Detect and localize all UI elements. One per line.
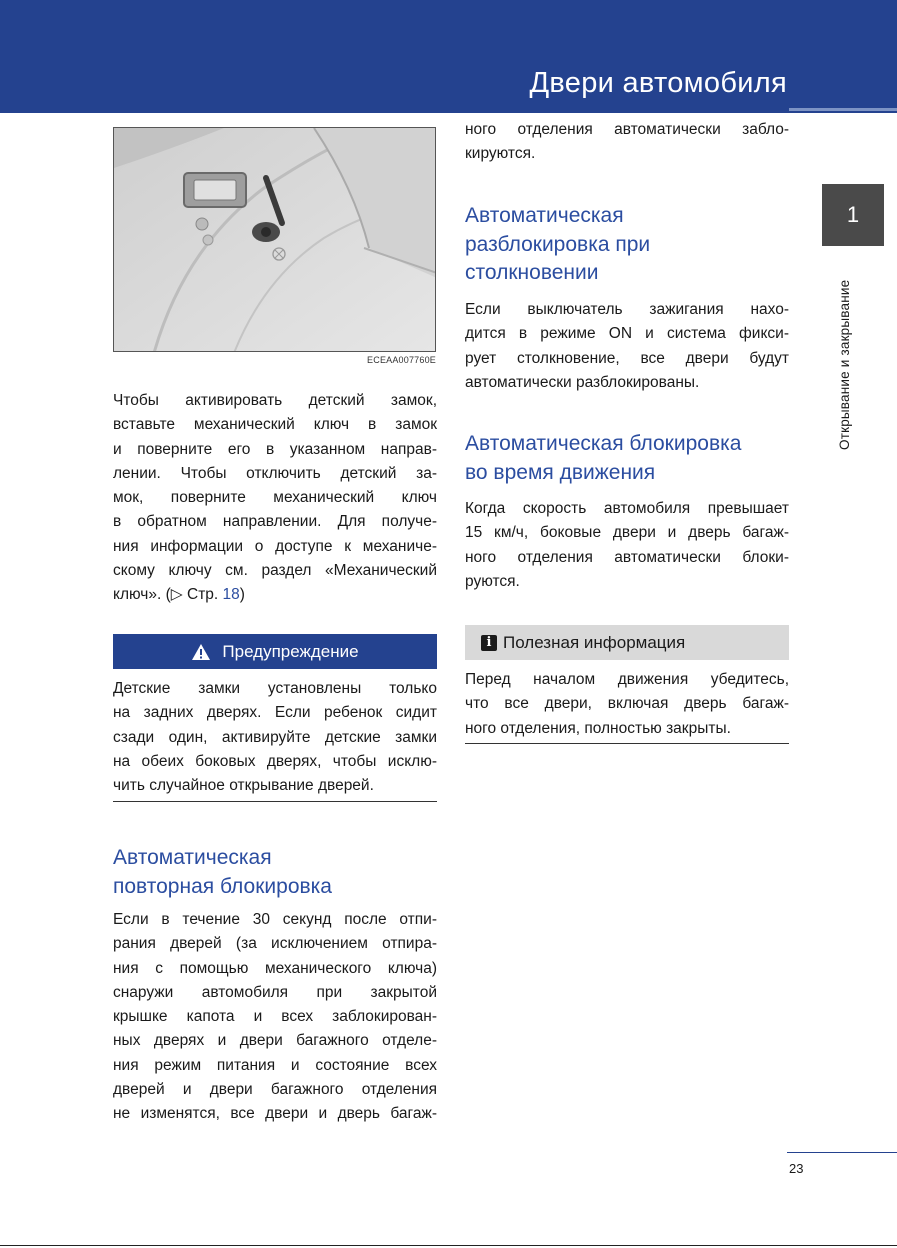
arrow-icon: ▷ xyxy=(170,586,183,604)
text-fragment: ключ». ( xyxy=(113,586,171,604)
text-fragment: ) xyxy=(239,586,245,604)
text-line: 15 км/ч, боковые двери и дверь багаж- xyxy=(465,524,789,542)
heading-line: во время движения xyxy=(465,460,656,484)
relock-heading xyxy=(113,844,332,901)
text-line: рания дверей (за исключением отпира- xyxy=(113,935,437,953)
warning-end-rule xyxy=(113,801,437,802)
text-line: что все двери, включая дверь багаж- xyxy=(465,695,789,713)
crash-unlock-heading xyxy=(465,202,650,288)
heading-line: Автоматическая xyxy=(113,846,272,869)
text-line: и поверните его в указанном направ- xyxy=(113,440,437,458)
text-line: сзади один, активируйте детские замки xyxy=(113,728,437,746)
footer-line xyxy=(787,1152,897,1153)
drive-lock-heading xyxy=(465,430,741,487)
warning-header xyxy=(113,634,437,669)
text-line: на задних дверях. Если ребенок сидит xyxy=(113,704,437,722)
chapter-tab[interactable]: 1 xyxy=(822,184,884,246)
text-line: дверей и двери багажного отделения xyxy=(113,1081,437,1099)
text-fragment: Стр. xyxy=(182,586,223,604)
info-text xyxy=(465,668,789,741)
text-line: в обратном направлении. Для получе- xyxy=(113,513,437,531)
text-line: не изменятся, все двери и дверь багаж- xyxy=(113,1105,437,1123)
header-accent-line xyxy=(789,108,897,111)
info-icon: i xyxy=(481,635,497,651)
text-line: чить случайное открывание дверей. xyxy=(113,777,374,795)
text-line: Перед началом движения убедитесь, xyxy=(465,671,789,688)
text-line: рует столкновение, все двери будут xyxy=(465,349,789,367)
warning-title: Предупреждение xyxy=(222,641,359,661)
text-line: ния с помощью механического ключа) xyxy=(113,959,437,977)
text-line xyxy=(113,583,437,607)
heading-line: Автоматическая xyxy=(465,204,624,227)
text-line: Детские замки установлены только xyxy=(113,680,437,697)
heading-line: столкновении xyxy=(465,261,599,284)
page-title: Двери автомобиля xyxy=(529,67,787,99)
chapter-label: Открывание и закрывание xyxy=(837,279,852,450)
text-line: ного отделения автоматически забло- xyxy=(465,121,789,138)
text-line: руются. xyxy=(465,572,520,590)
text-line: кируются. xyxy=(465,145,536,163)
page-bottom-line xyxy=(0,1245,897,1246)
page-reference-link[interactable]: 18 xyxy=(222,586,240,604)
info-title: Полезная информация xyxy=(503,632,686,652)
text-line: мок, поверните механический ключ xyxy=(113,489,437,507)
text-line: автоматически разблокированы. xyxy=(465,373,700,391)
text-line: ного отделения, полностью закрыты. xyxy=(465,719,731,737)
child-lock-text xyxy=(113,389,437,608)
text-line: скому ключу см. раздел «Механический xyxy=(113,562,437,580)
text-line: лении. Чтобы отключить детский за- xyxy=(113,464,437,482)
heading-line: повторная блокировка xyxy=(113,874,332,898)
info-header xyxy=(465,625,789,660)
text-line: ния информации о доступе к механиче- xyxy=(113,537,437,555)
crash-unlock-text xyxy=(465,298,789,395)
text-line: Если выключатель зажигания нахо- xyxy=(465,301,789,318)
text-line: крышке капота и всех заблокирован- xyxy=(113,1008,437,1026)
page-header xyxy=(0,0,897,113)
text-line: Если в течение 30 секунд после отпи- xyxy=(113,911,437,928)
text-line: снаружи автомобиля при закрытой xyxy=(113,983,437,1001)
warning-icon xyxy=(191,643,211,661)
text-line: Когда скорость автомобиля превышает xyxy=(465,500,789,517)
relock-text xyxy=(113,908,437,1127)
text-line: на обеих боковых дверях, чтобы исклю- xyxy=(113,752,437,770)
heading-line: Автоматическая блокировка xyxy=(465,432,742,455)
heading-line: разблокировка при xyxy=(465,232,651,256)
text-line: ных дверях и двери багажного отделе- xyxy=(113,1032,437,1050)
text-line: Чтобы активировать детский замок, xyxy=(113,392,437,409)
door-child-lock-drawing xyxy=(114,128,436,352)
text-line: вставьте механический ключ в замок xyxy=(113,416,437,434)
drive-lock-text xyxy=(465,497,789,594)
text-line: ния режим питания и состояние всех xyxy=(113,1056,437,1074)
info-end-rule xyxy=(465,743,789,744)
text-line: дится в режиме ON и система фикси- xyxy=(465,325,789,343)
child-lock-illustration xyxy=(113,127,436,352)
figure-code: ECEAA007760E xyxy=(367,355,436,365)
page-number: 23 xyxy=(789,1161,804,1176)
text-line: ного отделения автоматически блоки- xyxy=(465,548,789,566)
continuation-text xyxy=(465,118,789,167)
warning-text xyxy=(113,677,437,798)
